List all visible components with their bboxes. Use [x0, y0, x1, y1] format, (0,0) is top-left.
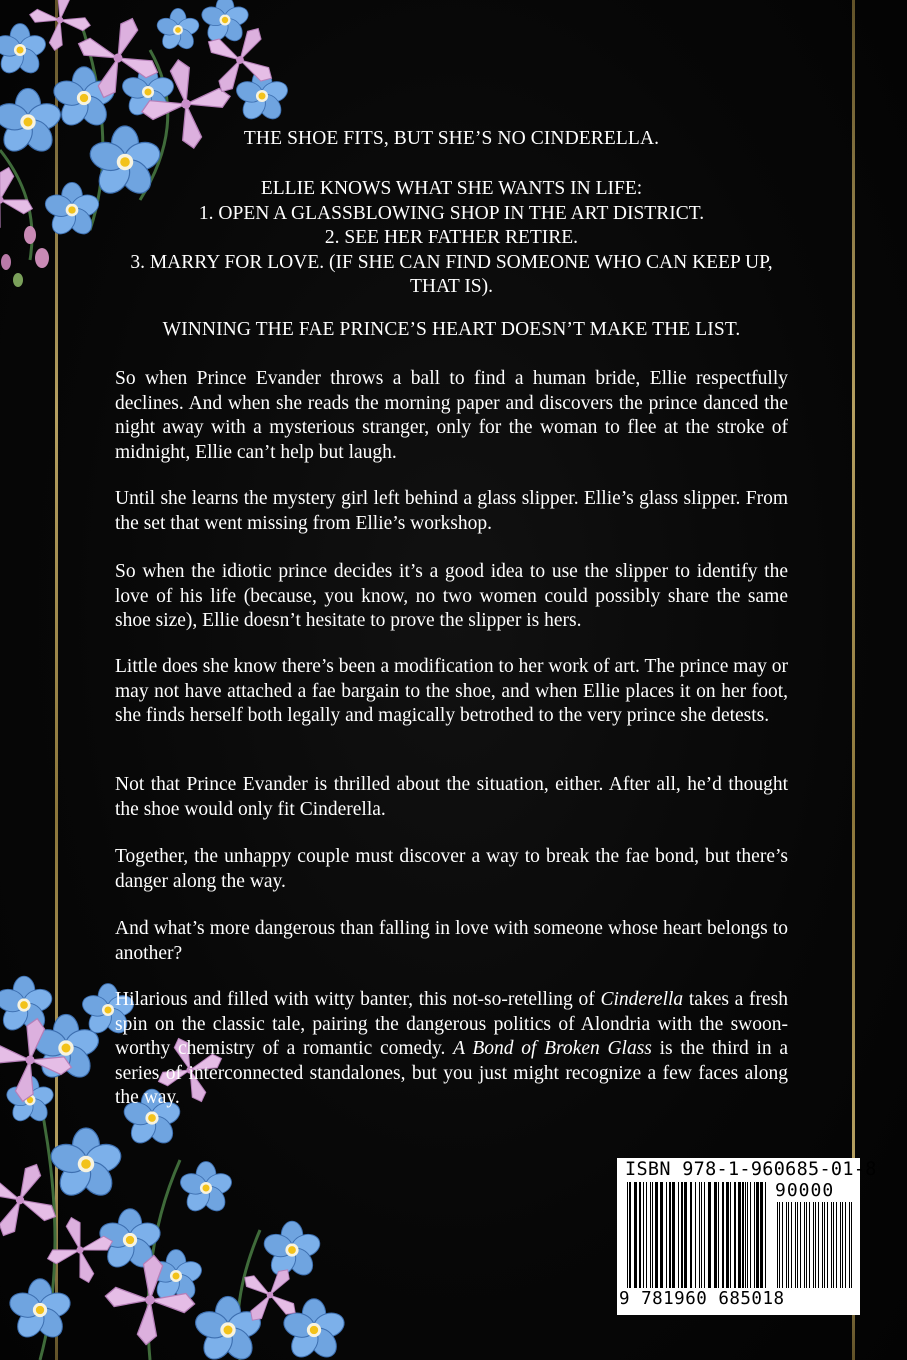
ean-digits: 9 781960 685018	[619, 1289, 785, 1309]
barcode-bar	[699, 1182, 700, 1288]
barcode-bar	[750, 1182, 751, 1288]
barcode-bar	[695, 1182, 696, 1288]
barcode-bar	[760, 1182, 763, 1288]
barcode-bar	[827, 1202, 828, 1288]
goals-list	[115, 177, 788, 300]
blurb-paragraph: Until she learns the mystery girl left behind a glass slipper. Ellie’s glass slipper. From the set that went missing from Ellie’s workshop.	[115, 488, 788, 534]
barcode-bar	[818, 1202, 819, 1288]
barcode-bar	[672, 1182, 675, 1288]
blurb-paragraph: Not that Prince Evander is thrilled about the situation, either. After all, he’d thought the shoe would only fit Cinderella.	[115, 774, 788, 820]
barcode-bar	[747, 1182, 748, 1288]
barcode-bar	[754, 1182, 755, 1288]
barcode-bar	[714, 1182, 717, 1288]
barcode-bar	[660, 1182, 663, 1288]
barcode-bar	[666, 1182, 667, 1288]
barcode-bar	[726, 1182, 729, 1288]
barcode-bar	[804, 1202, 805, 1288]
barcode-bar	[708, 1182, 711, 1288]
barcode-bar	[684, 1182, 687, 1288]
barcode-bar	[765, 1182, 766, 1288]
barcode-bar	[745, 1182, 746, 1288]
barcode-bar	[756, 1182, 759, 1288]
barcode-bar	[704, 1182, 705, 1288]
barcode-bar	[809, 1202, 810, 1288]
barcode-bar	[718, 1182, 719, 1288]
barcode-bar	[738, 1182, 741, 1288]
barcode-bar	[629, 1182, 631, 1288]
barcode-bar	[669, 1182, 671, 1288]
book-title-cinderella: Cinderella	[600, 989, 684, 1010]
not-on-list-line: WINNING THE FAE PRINCE’S HEART DOESN’T MAKE THE LIST.	[162, 319, 741, 340]
barcode-bar	[730, 1182, 731, 1288]
blurb-paragraph: So when the idiotic prince decides it’s a good idea to use the slipper to identify the love of his life (because, you know, no two women could possibly share the same shoe size), Ellie doesn’t hesitate to prove the slipper is hers.	[115, 561, 788, 631]
barcode-bar	[788, 1202, 789, 1288]
barcode-bar	[836, 1202, 837, 1288]
barcode-bar	[650, 1182, 651, 1288]
blurb-paragraph: So when Prince Evander throws a ball to find a human bride, Ellie respectfully declines. And when she reads the morning paper and discovers the prince danced the night away with a mysterious stranger, only for the woman to flee at the stroke of midnight, Ellie can’t help but laugh.	[115, 368, 788, 463]
barcode-bar	[813, 1202, 814, 1288]
price-addon: 90000	[775, 1180, 835, 1201]
barcode-bar	[815, 1202, 816, 1288]
barcode-bar	[722, 1182, 724, 1288]
barcode-bar	[849, 1202, 850, 1288]
barcode-bar	[655, 1182, 658, 1288]
barcode-bar	[646, 1182, 647, 1288]
goal-item: 2. SEE HER FATHER RETIRE.	[324, 227, 579, 248]
isbn-label: ISBN 978-1-960685-01-8	[625, 1159, 877, 1180]
blurb-paragraph: Together, the unhappy couple must discover a way to break the fae bond, but there’s danger along the way.	[115, 846, 788, 892]
goal-item: 1. OPEN A GLASSBLOWING SHOP IN THE ART DISTRICT.	[198, 202, 705, 224]
barcode-bar	[831, 1202, 832, 1288]
barcode-bar	[634, 1182, 637, 1288]
barcode-bar	[742, 1182, 744, 1288]
goal-item: 3. MARRY FOR LOVE. (IF SHE CAN FIND SOMEONE WHO CAN KEEP UP, THAT IS).	[130, 251, 773, 297]
barcode-bar	[800, 1202, 801, 1288]
barcode-bar	[824, 1202, 825, 1288]
blurb-heading	[115, 127, 788, 152]
isbn-barcode	[617, 1158, 877, 1315]
barcode-bar	[643, 1182, 644, 1288]
barcode-bar	[690, 1182, 692, 1288]
barcode-bar	[786, 1202, 787, 1288]
barcode-bar	[777, 1202, 778, 1288]
barcode-bar	[806, 1202, 807, 1288]
blurb-paragraph-final: Hilarious and filled with witty banter, this not-so-retelling of Cinderella takes a fresh spin on the classic tale, pairing the dangerous politics of Alondria with the swoon-worthy chemistry of a romantic comedy. A Bond of Broken Glass is the third in a series of interconnected standalones, but you just might recognize a few faces along the way.	[115, 989, 789, 1108]
blurb-paragraph: Little does she know there’s been a modification to her work of art. The prince may or may not have attached a fae bargain to the shoe, and when Ellie places it on her foot, she finds herself both legally and magically betrothed to the very prince she detests.	[115, 656, 788, 726]
barcode-bar	[842, 1202, 843, 1288]
barcode-bar	[782, 1202, 783, 1288]
barcode-bar	[851, 1202, 852, 1288]
book-title: A Bond of Broken Glass	[453, 1038, 652, 1059]
barcode-bar	[639, 1182, 641, 1288]
barcode-bar	[845, 1202, 846, 1288]
barcode-bar	[678, 1182, 679, 1288]
barcode-bar	[779, 1202, 780, 1288]
barcode-bar	[627, 1182, 628, 1288]
tagline: THE SHOE FITS, BUT SHE’S NO CINDERELLA.	[243, 128, 660, 149]
barcode-bar	[840, 1202, 841, 1288]
blurb-paragraph: And what’s more dangerous than falling in love with someone whose heart belongs to another?	[115, 918, 788, 964]
barcode-bar	[795, 1202, 796, 1288]
barcode-bar	[833, 1202, 834, 1288]
barcode-bar	[652, 1182, 653, 1288]
barcode-bar	[701, 1182, 702, 1288]
barcode-bar	[734, 1182, 736, 1288]
barcode-bar	[822, 1202, 823, 1288]
goals-intro: ELLIE KNOWS WHAT SHE WANTS IN LIFE:	[260, 178, 643, 199]
barcode-bar	[797, 1202, 798, 1288]
barcode-bar	[681, 1182, 683, 1288]
barcode-bar	[791, 1202, 792, 1288]
